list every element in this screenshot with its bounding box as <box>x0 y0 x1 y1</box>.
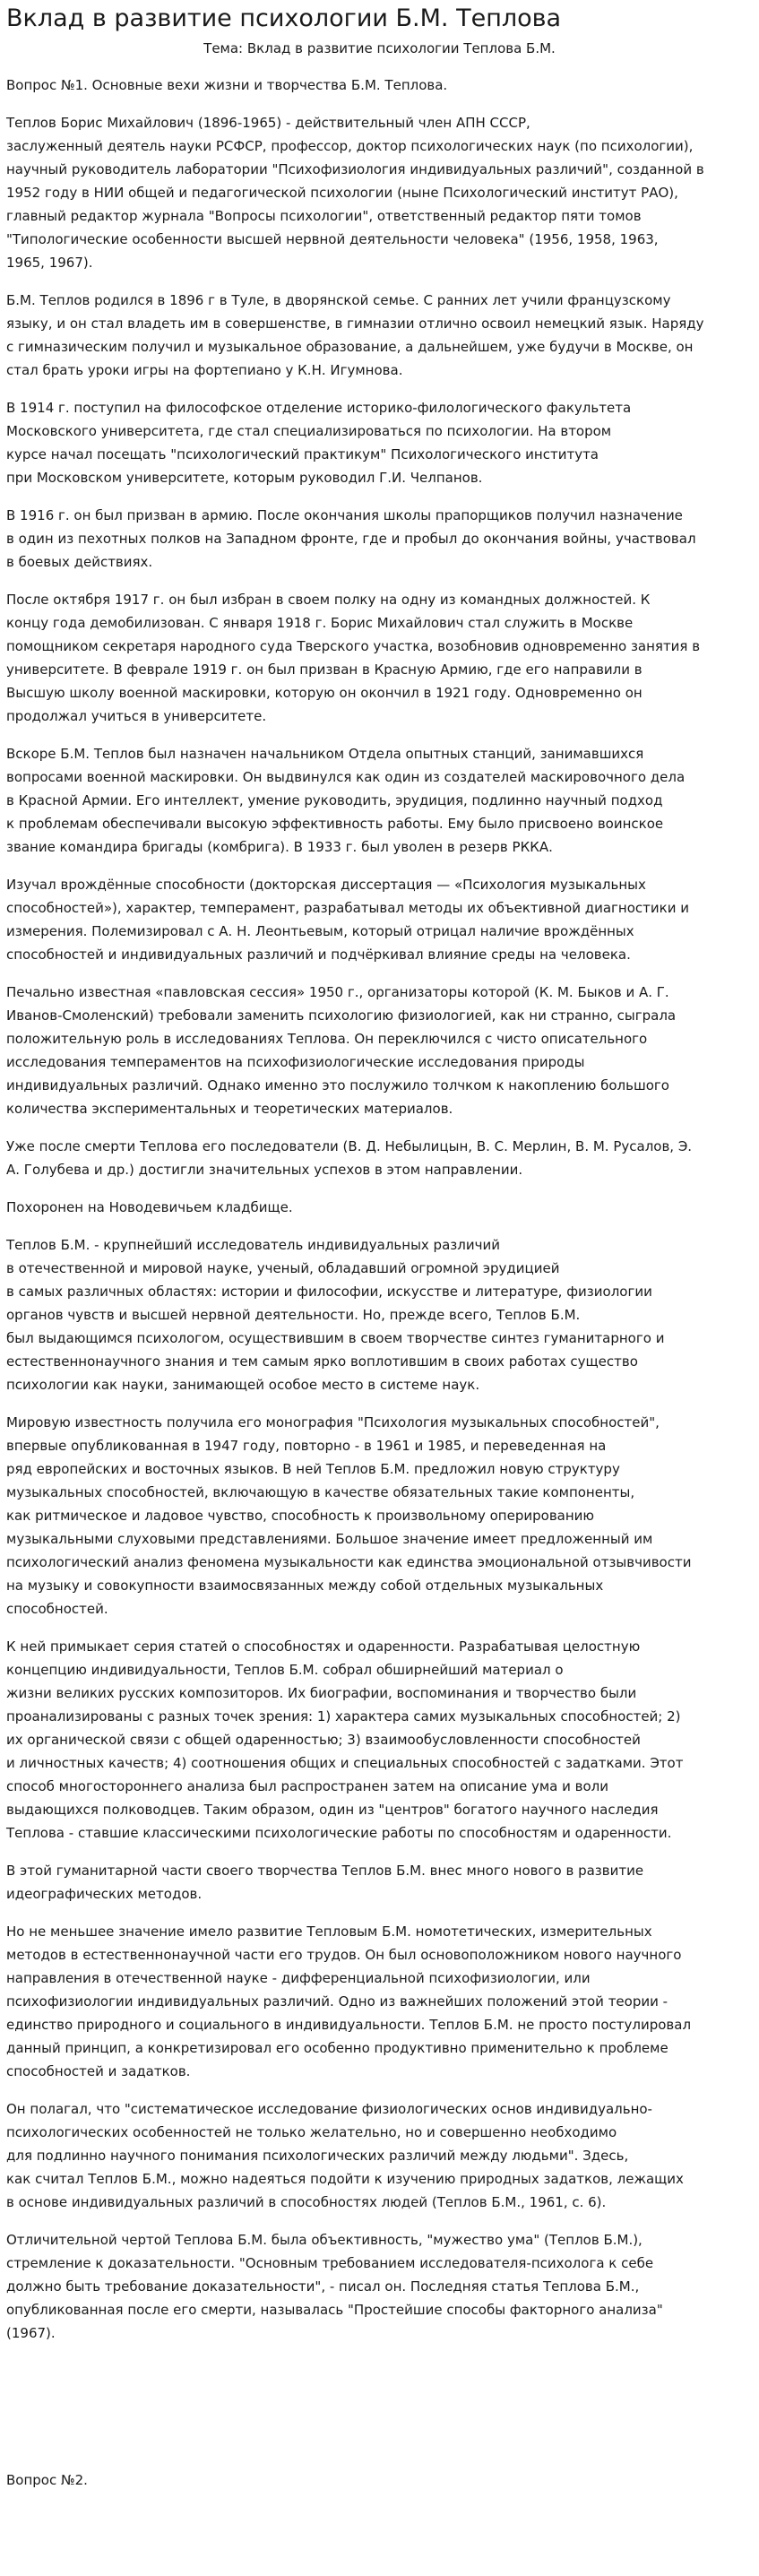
paragraph-biography: Теплов Борис Михайлович (1896-1965) - действительный член АПН СССР, заслуженный деятель науки РСФСР, профессор, доктор психологических наук (по психологии), научный руководитель лаборатории "Психофизиология индивидуальных различий", созданной в 1952 году в НИИ общей и педагогической психологии (ныне Психологический институт РАО), главный редактор журнала "Вопросы психологии", ответственный редактор пяти томов "Типологические особенности высшей нервной деятельности человека" (1956, 1958, 1963, 1965, 1967). <box>6 115 704 271</box>
paragraph-nomothetic: Но не меньшее значение имело развитие Тепловым Б.М. номотетических, измерительных методов в естественнонаучной части его трудов. Он был основоположником нового научного направления в отечественной науке - дифференциальной психофизиологии, или психофизиологии индивидуальных различий. Одно из важнейших положений этой теории - единство природного и социального в индивидуальности. Теплов Б.М. не просто постулировал данный принцип, а конкретизировал его особенно продуктивно применительно к проблеме способностей и задатков. <box>6 1923 692 2079</box>
paragraph-researcher: Теплов Б.М. - крупнейший исследователь индивидуальных различий в отечественной и мировой науке, ученый, обладавший огромной эрудицией в самых различных областях: истории и философии, искусстве и литературе, физиологии органов чувств и высшей нервной деятельности. Но, прежде всего, Теплов Б.М. был выдающимся психологом, осуществившим в своем творчестве синтез гуманитарного и естественнонаучного знания и тем самым ярко воплотившим в своих работах существо психологии как науки, занимающей особое место в системе наук. <box>6 1237 665 1393</box>
paragraph-1917: После октября 1917 г. он был избран в своем полку на одну из командных должностей. К концу года демобилизован. С января 1918 г. Борис Михайлович стал служить в Москве помощником секретаря народного суда Тверского участка, возобновив одновременно занятия в университете. В феврале 1919 г. он был призван в Красную Армию, где его направили в Высшую школу военной маскировки, которую он окончил в 1921 году. Одновременно он продолжал учиться в университете. <box>6 592 701 724</box>
question-2-heading: Вопрос №2. <box>6 2472 88 2488</box>
topic-line: Тема: Вклад в развитие психологии Теплова Б.М. <box>203 40 556 56</box>
paragraph-ideographic: В этой гуманитарной части своего творчества Теплов Б.М. внес много нового в развитие идеографических методов. <box>6 1863 644 1902</box>
paragraph-followers: Уже после смерти Теплова его последователи (В. Д. Небылицын, В. С. Мерлин, В. М. Русалов, Э. А. Голубева и др.) достигли значительных успехов в этом направлении. <box>6 1138 693 1178</box>
paragraph-burial: Похоронен на Новодевичьем кладбище. <box>6 1199 293 1215</box>
paragraph-abilities: Изучал врождённые способности (докторская диссертация — «Психология музыкальных способностей»), характер, темперамент, разрабатывал методы их объективной диагностики и измерения. Полемизировал с А. Н. Леонтьевым, который отрицал наличие врождённых способностей и индивидуальных различий и подчёркивал влияние среды на человека. <box>6 877 689 963</box>
paragraph-army: В 1916 г. он был призван в армию. После окончания школы прапорщиков получил назначение в один из пехотных полков на Западном фронте, где и пробыл до окончания войны, участвовал в боевых действиях. <box>6 507 696 570</box>
paragraph-camouflage: Вскоре Б.М. Теплов был назначен начальником Отдела опытных станций, занимавшихся вопросами военной маскировки. Он выдвинулся как один из создателей маскировочного дела в Красной Армии. Его интеллект, умение руководить, эрудиция, подлинно научный подход к проблемам обеспечивали высокую эффективность работы. Ему было присвоено воинское звание командира бригады (комбрига). В 1933 г. был уволен в резерв РККА. <box>6 746 686 855</box>
paragraph-pavlov-session: Печально известная «павловская сессия» 1950 г., организаторы которой (К. М. Быков и А. Г. Иванов-Смоленский) требовали заменить психологию физиологией, как ни странно, сыграла положительную роль в исследованиях Теплова. Он переключился с чисто описательного исследования темпераментов на психофизиологические исследования природы индивидуальных различий. Однако именно это послужило толчком к накоплению большого количества экспериментальных и теоретических материалов. <box>6 984 677 1117</box>
paragraph-birth: Б.М. Теплов родился в 1896 г в Туле, в дворянской семье. С ранних лет учили французскому языку, и он стал владеть им в совершенстве, в гимназии отлично освоил немецкий язык. Наряду с гимназическим получил и музыкальное образование, а дальнейшем, уже будучи в Москве, он стал брать уроки игры на фортепиано у К.Н. Игумнова. <box>6 292 704 378</box>
paragraph-objectivity: Отличительной чертой Теплова Б.М. была объективность, "мужество ума" (Теплов Б.М.), стремление к доказательности. "Основным требованием исследователя-психолога к себе должно быть требование доказательности", - писал он. Последняя статья Теплова Б.М., опубликованная после его смерти, называлась "Простейшие способы факторного анализа" (1967). <box>6 2232 663 2341</box>
document-title: Вклад в развитие психологии Б.М. Теплова <box>6 4 562 32</box>
blank-space <box>6 2359 753 2468</box>
paragraph-physiology: Он полагал, что "систематическое исследование физиологических основ индивидуально- психологических особенностей не только желательно, но и совершенно необходимо для подлинно научного понимания психологических различий между людьми". Здесь, как считал Теплов Б.М., можно надеяться подойти к изучению природных задатков, лежащих в основе индивидуальных различий в способностях людей (Теплов Б.М., 1961, с. 6). <box>6 2101 684 2210</box>
paragraph-giftedness: К ней примыкает серия статей о способностях и одаренности. Разрабатывая целостную концепцию индивидуальности, Теплов Б.М. собрал обширнейший материал о жизни великих русских композиторов. Их биографии, воспоминания и творчество были проанализированы с разных точек зрения: 1) характера самих музыкальных способностей; 2) их органической связи с общей одаренностью; 3) взаимообусловленности способностей и личностных качеств; 4) соотношения общих и специальных способностей с задатками. Этот способ многостороннего анализа был распространен затем на описание ума и воли выдающихся полководцев. Таким образом, один из "центров" богатого научного наследия Теплова - ставшие классическими психологические работы по способностям и одаренности. <box>6 1638 684 1841</box>
paragraph-university: В 1914 г. поступил на философское отделение историко-филологического факультета Московского университета, где стал специализироваться по психологии. На втором курсе начал посещать "психологический практикум" Психологического института при Московском университете, которым руководил Г.И. Челпанов. <box>6 400 632 486</box>
paragraph-monograph: Мировую известность получила его монография "Психология музыкальных способностей", впервые опубликованная в 1947 году, повторно - в 1961 и 1985, и переведенная на ряд европейских и восточных языков. В ней Теплов Б.М. предложил новую структуру музыкальных способностей, включающую в качестве обязательных такие компоненты, как ритмическое и ладовое чувство, способность к произвольному оперированию музыкальными слуховыми представлениями. Большое значение имеет предложенный им психологический анализ феномена музыкальности как единства эмоциональной отзывчивости на музыку и совокупности взаимосвязанных между собой отдельных музыкальных способностей. <box>6 1414 692 1617</box>
question-1-heading: Вопрос №1. Основные вехи жизни и творчества Б.М. Теплова. <box>6 77 448 93</box>
